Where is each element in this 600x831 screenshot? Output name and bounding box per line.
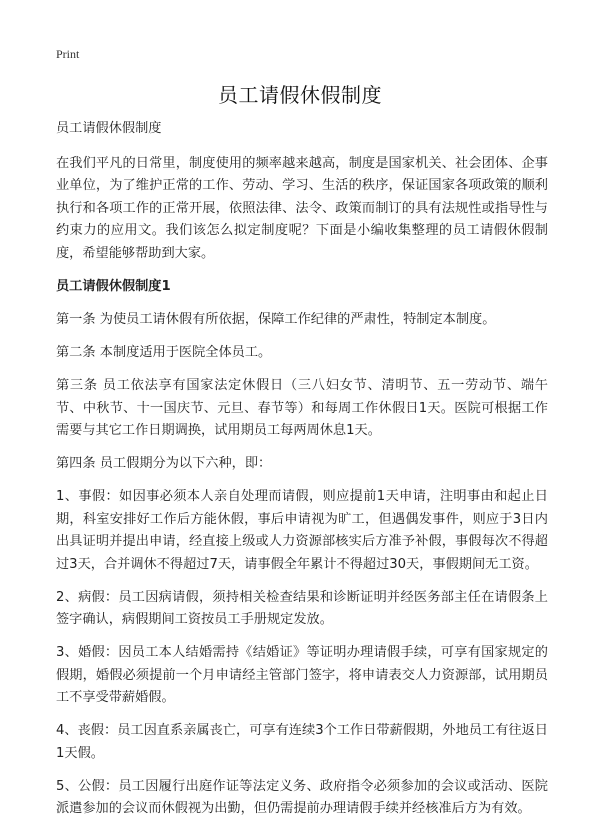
leave-type-sick: 2、病假：员工因病请假，须持相关检查结果和诊断证明并经医务部主任在请假条上签字确认，病假期间工资按员工手册规定发放。 xyxy=(56,589,548,627)
article-4: 第四条 员工假期分为以下六种，即： xyxy=(56,456,272,471)
article-2: 第二条 本制度适用于医院全体员工。 xyxy=(56,345,272,360)
document-subtitle: 员工请假休假制度 xyxy=(56,121,162,136)
print-label[interactable]: Print xyxy=(56,47,80,61)
leave-type-official: 5、公假：员工因履行出庭作证等法定义务、政府指令必须参加的会议或活动、医院派遣参加的会议而休假视为出勤，但仍需提前办理请假手续并经核准后方为有效。 xyxy=(56,778,548,816)
section-heading: 员工请假休假制度1 xyxy=(56,278,171,294)
intro-paragraph: 在我们平凡的日常里，制度使用的频率越来越高，制度是国家机关、社会团体、企事业单位，为了维护正常的工作、劳动、学习、生活的秩序，保证国家各项政策的顺利执行和各项工作的正常开展，依照法律、法令、政策而制订的具有法规性或指导性与约束力的应用文。我们该怎么拟定制度呢？下面是小编收集整理的员工请假休假制度，希望能够帮助到大家。 xyxy=(56,155,548,261)
page-title: 员工请假休假制度 xyxy=(218,83,382,107)
leave-type-marriage: 3、婚假：因员工本人结婚需持《结婚证》等证明办理请假手续，可享有国家规定的假期，婚假必须提前一个月申请经主管部门签字，将申请表交人力资源部，试用期员工不享受带薪婚假。 xyxy=(56,645,548,705)
leave-type-personal: 1、事假：如因事必须本人亲自处理而请假，则应提前1天申请，注明事由和起止日期，科室安排好工作后方能休假，事后申请视为旷工，但遇偶发事件，则应于3日内出具证明并提出申请，经直接上级或人力资源部核实后方准予补假，事假每次不得超过3天，合并调休不得超过7天，请事假全年累计不得超过30天，事假期间无工资。 xyxy=(56,489,548,572)
document-body xyxy=(56,118,548,831)
article-1: 第一条 为使员工请休假有所依据，保障工作纪律的严肃性，特制定本制度。 xyxy=(56,312,496,327)
article-3: 第三条 员工依法享有国家法定休假日（三八妇女节、清明节、五一劳动节、端午节、中秋节、十一国庆节、元旦、春节等）和每周工作休假日1天。医院可根据工作需要与其它工作日期调换，试用期员工每两周休息1天。 xyxy=(56,378,548,438)
leave-type-bereavement: 4、丧假：员工因直系亲属丧亡，可享有连续3个工作日带薪假期，外地员工有往返日1天假。 xyxy=(56,723,548,761)
